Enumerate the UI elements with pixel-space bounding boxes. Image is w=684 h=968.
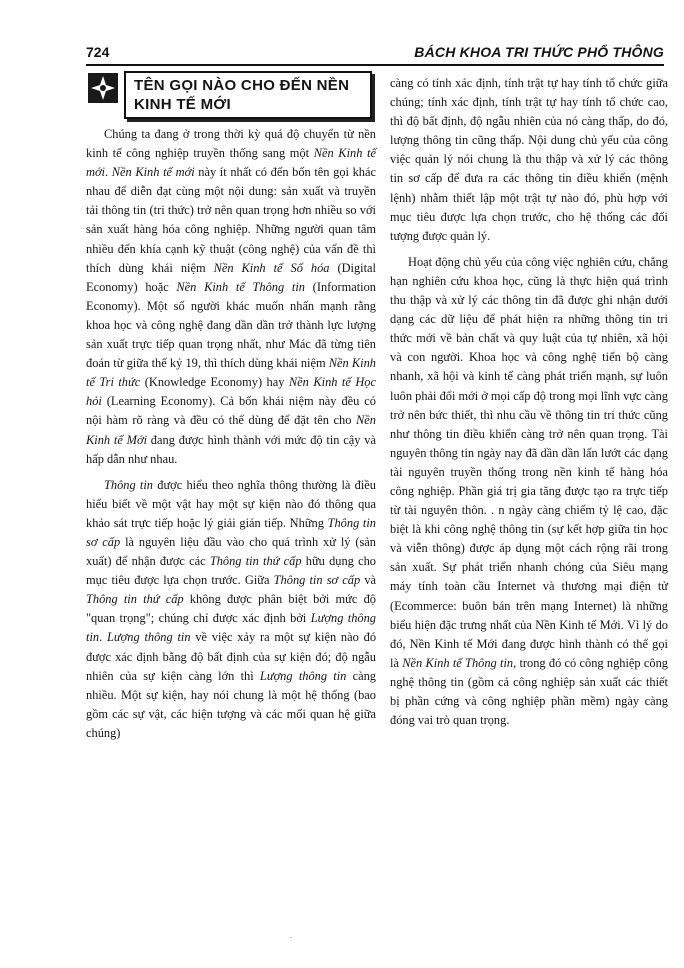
italic-term: Nền Kinh tế Thông tin: [176, 279, 305, 294]
italic-term: Nền Kinh tế Thông tin: [402, 655, 514, 670]
title-box: [124, 71, 372, 119]
italic-term: Nền Kinh tế Tri thức: [86, 356, 376, 390]
text-run: (Learning Economy). Cả bốn khái niệm này đều có nội hàm rõ ràng và đều có thể dùng để đặt tên cho: [86, 394, 376, 428]
italic-term: Nền Kinh tế mới: [111, 165, 195, 180]
italic-term: Lượng thông tin: [259, 668, 347, 683]
scan-speck: .: [290, 930, 293, 940]
header-rule: [86, 64, 664, 66]
text-run: này ít nhất có đến bốn tên gọi khác nhau để diễn đạt cùng một nội dung: sản xuất và truyền tải thông tin (tri thức) trở nên quan trọng hơn nhiều so với sản xuất hàng hóa công nghiệp. Những người quan tâm nhiều đến khía cạnh kỹ thuật (công nghệ) của vấn đề thì thích dùng khái niệm: [86, 165, 376, 275]
page-number: 724: [86, 44, 110, 60]
paragraph: càng có tính xác định, tính trật tự hay tính tổ chức giữa chúng; tính xác định, tính trật tự hay tính tổ chức cao, thì độ bất định, độ ngẫu nhiên của nó càng thấp, do đó, lượng thông tin cũng thấp. Nội dung chủ yếu của công việc quản lý nói chung là thu thập và xử lý các thông tin sơ cấp để đưa ra các thông tin điều khiển (mệnh lệnh) nhằm thiết lập một trật tự nào đó, phù hợp với mục tiêu được lựa chọn trước, cho hệ thống các đối tượng được quản lý.: [390, 76, 668, 243]
italic-term: Thông tin sơ cấp: [86, 515, 376, 549]
text-run: không được phân biệt bởi mức độ "quan trọng"; chúng chỉ được xác định bởi: [86, 592, 376, 626]
text-run: đang được hình thành với mức độ tin cậy và hấp dẫn như nhau.: [86, 432, 376, 466]
italic-term: Nền Kinh tế Số hóa: [213, 260, 330, 275]
text-run: Chúng ta đang ở trong thời kỳ quá độ chuyển từ nền kinh tế công nghiệp truyền thống sang một: [86, 127, 376, 161]
text-run: .: [99, 630, 107, 645]
italic-term: Thông tin thứ cấp: [209, 554, 302, 569]
italic-term: Thông tin thứ cấp: [86, 592, 184, 607]
article-title-block: [86, 71, 374, 118]
italic-term: Nền Kinh tế Mới: [86, 413, 376, 447]
text-run: hữu dụng cho mục tiêu được lựa chọn trước. Giữa: [86, 554, 376, 588]
text-run: (Digital Economy) hoặc: [86, 260, 376, 294]
text-run: về việc xảy ra một sự kiện nào đó được xác định bằng độ bất định của sự kiện đó; độ ngẫu nhiên của sự kiện càng lớn thì: [86, 630, 377, 683]
paragraph: [390, 253, 668, 730]
italic-term: Nền Kinh tế mới: [86, 146, 376, 180]
text-run: (Information Economy). Một số người khác muốn nhấn mạnh rằng khoa học và công nghệ đang dần dần trở thành lực lượng sản xuất trực tiếp quan trọng nhất, như Mác đã từng tiên đoán từ giữa thế kỷ 19, thì thích dùng khái niệm: [86, 279, 376, 371]
text-run: (Knowledge Economy) hay: [140, 375, 289, 390]
ornament-icon: [88, 73, 118, 103]
page-header: [86, 40, 664, 66]
paragraph: [86, 476, 376, 743]
running-title: BÁCH KHOA TRI THỨC PHỔ THÔNG: [414, 44, 664, 60]
text-run: , trong đó có công nghiệp công nghệ thông tin (gồm cả công nghiệp sản xuất các thiết bị phần cứng và công nghiệp phần mềm) ngày càng đóng vai trò quan trọng.: [390, 655, 668, 728]
italic-term: Lượng thông tin: [86, 611, 377, 645]
italic-term: Thông tin: [104, 477, 154, 492]
text-run: .: [105, 165, 112, 180]
text-run: và: [360, 573, 377, 588]
text-run: được hiểu theo nghĩa thông thường là điều hiểu biết về một vật hay một sự kiện nào đó thông qua khảo sát trực tiếp hoặc lý giải gián tiếp. Những: [86, 477, 376, 530]
italic-term: Lượng thông tin: [107, 630, 191, 645]
text-run: càng nhiều. Một sự kiện, hay nói chung là một hệ thống (bao gồm các sự vật, các hiện tượng và các mối quan hệ giữa chúng): [86, 668, 376, 740]
right-column: [390, 74, 668, 737]
paragraph: [86, 125, 376, 469]
italic-term: Thông tin sơ cấp: [273, 573, 361, 588]
text-run: Hoạt động chủ yếu của công việc nghiên cứu, chẳng hạn nghiên cứu khoa học, cũng là thực hiện quá trình thu thập và xử lý các thông tin đã được ghi nhận dưới dạng các dữ liệu để phát hiện ra những thông tin tri thức mới về bản chất và quy luật của tự nhiên, xã hội và con người. Khoa học và công nghệ tiến bộ càng nhanh, xã hội và kinh tế càng phát triển mạnh, sự luôn luôn phải đổi mới ở mọi cấp độ trong mọi lĩnh vực càng trở nên bức thiết, thì nhu cầu về thông tin tri thức cũng như thông tin điều khiển càng trở nên quan trọng. Tài nguyên thông tin ngày nay đã dần dần lấn lướt các dạng tài nguyên truyền thống trong nền kinh tế hàng hóa công nghiệp. Phần giá trị gia tăng được tạo ra trực tiếp từ tài nguyên thôn. . n ngày càng chiếm tỷ lệ cao, đặc biệt là khi công nghệ thông tin (sự kết hợp giữa tin học và viễn thông) được áp dụng một cách rộng rãi trong sản xuất. Sự phát triển nhanh chóng của Siêu mạng máy tính toàn cầu Internet và thương mại điện tử (Ecommerce: buôn bán trên mạng Internet) là những biểu hiện đặc trưng nhất của Nền Kinh tế Mới. Vì lý do đó, Nền Kinh tế Mới đang được hình thành có thể gọi là: [390, 254, 668, 670]
left-column: [86, 125, 376, 750]
text-run: là nguyên liệu đầu vào cho quá trình xử lý (sản xuất) để nhận được các: [86, 534, 376, 569]
article-title: TÊN GỌI NÀO CHO ĐẾN NỀN KINH TẾ MỚI: [134, 77, 350, 113]
italic-term: Nền Kinh tế Học hỏi: [86, 375, 376, 409]
